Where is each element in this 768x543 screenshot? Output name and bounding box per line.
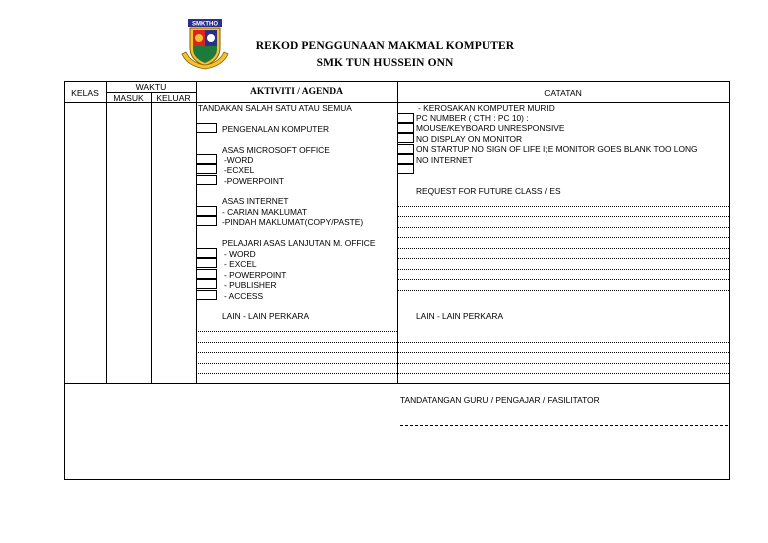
internet-item: - CARIAN MAKLUMAT [222, 207, 307, 217]
checkbox-kerosakan-1[interactable] [397, 113, 414, 123]
aktiviti-intro: TANDAKAN SALAH SATU ATAU SEMUA [198, 103, 352, 113]
catatan-writing-line[interactable] [397, 290, 729, 291]
lanjutan-item: - PUBLISHER [224, 280, 277, 290]
checkbox-kerosakan-2[interactable] [397, 123, 414, 133]
catatan-writing-line[interactable] [397, 258, 729, 259]
checkbox-kerosakan-4[interactable] [397, 144, 414, 154]
catatan-writing-line[interactable] [397, 363, 729, 364]
checkbox-kerosakan-5[interactable] [397, 154, 414, 164]
catatan-kerosakan-heading: - KEROSAKAN KOMPUTER MURID [418, 103, 555, 113]
catatan-request: REQUEST FOR FUTURE CLASS / ES [416, 186, 561, 196]
catatan-writing-line[interactable] [397, 206, 729, 207]
checkbox-internet-carian[interactable] [196, 206, 217, 216]
catatan-writing-line[interactable] [397, 373, 729, 374]
kerosakan-item: NO INTERNET [416, 155, 473, 165]
aktiviti-writing-line[interactable] [196, 363, 397, 364]
checkbox-internet-pindah[interactable] [196, 216, 217, 226]
catatan-lain-lain: LAIN - LAIN PERKARA [416, 311, 504, 321]
lanjutan-item: - EXCEL [224, 259, 257, 269]
aktiviti-writing-line[interactable] [196, 373, 397, 374]
lanjutan-item: - POWERPOINT [224, 270, 287, 280]
crest-icon [179, 18, 231, 70]
kerosakan-item: NO DISPLAY ON MONITOR [416, 134, 523, 144]
checkbox-office-powerpoint[interactable] [196, 175, 217, 185]
catatan-writing-line[interactable] [397, 269, 729, 270]
header-masuk: MASUK [113, 93, 144, 103]
page-title: REKOD PENGGUNAAN MAKMAL KOMPUTER [255, 40, 515, 52]
checkbox-kerosakan-3[interactable] [397, 133, 414, 143]
catatan-writing-line[interactable] [397, 216, 729, 217]
catatan-writing-line[interactable] [397, 227, 729, 228]
catatan-writing-line[interactable] [397, 279, 729, 280]
checkbox-office-word[interactable] [196, 154, 217, 164]
header-aktiviti: AKTIVITI / AGENDA [250, 87, 343, 97]
aktiviti-internet-heading: ASAS INTERNET [222, 196, 289, 206]
office-item: -ECXEL [224, 165, 255, 175]
checkbox-lanjutan-word[interactable] [196, 248, 217, 258]
catatan-writing-line[interactable] [397, 248, 729, 249]
checkbox-lanjutan-excel[interactable] [196, 258, 217, 268]
header-waktu: WAKTU [135, 82, 167, 92]
kerosakan-item: MOUSE/KEYBOARD UNRESPONSIVE [416, 123, 565, 133]
catatan-writing-line[interactable] [397, 237, 729, 238]
catatan-writing-line[interactable] [397, 352, 729, 353]
office-item: -POWERPOINT [224, 176, 285, 186]
checkbox-lanjutan-powerpoint[interactable] [196, 269, 217, 279]
catatan-writing-line[interactable] [397, 342, 729, 343]
aktiviti-pengenalan: PENGENALAN KOMPUTER [222, 124, 330, 134]
lanjutan-item: - ACCESS [224, 291, 264, 301]
header-catatan: CATATAN [544, 88, 582, 98]
aktiviti-writing-line[interactable] [196, 342, 397, 343]
aktiviti-writing-line[interactable] [196, 331, 397, 332]
school-crest-logo [179, 18, 231, 70]
checkbox-lanjutan-access[interactable] [196, 290, 217, 300]
checkbox-pengenalan[interactable] [196, 123, 217, 133]
aktiviti-lain-lain: LAIN - LAIN PERKARA [222, 311, 310, 321]
header-kelas: KELAS [71, 88, 99, 98]
checkbox-office-excel[interactable] [196, 164, 217, 174]
aktiviti-office-heading: ASAS MICROSOFT OFFICE [222, 145, 330, 155]
signature-line[interactable] [400, 425, 728, 426]
kerosakan-item: PC NUMBER ( CTH : PC 10) : [416, 113, 529, 123]
aktiviti-lanjutan-heading: PELAJARI ASAS LANJUTAN M. OFFICE [222, 238, 376, 248]
signature-label: TANDATANGAN GURU / PENGAJAR / FASILITATOR [400, 395, 600, 405]
office-item: -WORD [224, 155, 254, 165]
kerosakan-item: ON STARTUP NO SIGN OF LIFE I;E MONITOR GOES BLANK TOO LONG [416, 144, 698, 154]
aktiviti-writing-line[interactable] [196, 352, 397, 353]
checkbox-kerosakan-6[interactable] [397, 164, 414, 174]
lanjutan-item: - WORD [224, 249, 256, 259]
header-keluar: KELUAR [156, 93, 191, 103]
internet-item: -PINDAH MAKLUMAT(COPY/PASTE) [222, 217, 364, 227]
logo-banner-text: SMKTHO [192, 21, 218, 28]
school-name: SMK TUN HUSSEIN ONN [316, 57, 454, 69]
checkbox-lanjutan-publisher[interactable] [196, 279, 217, 289]
